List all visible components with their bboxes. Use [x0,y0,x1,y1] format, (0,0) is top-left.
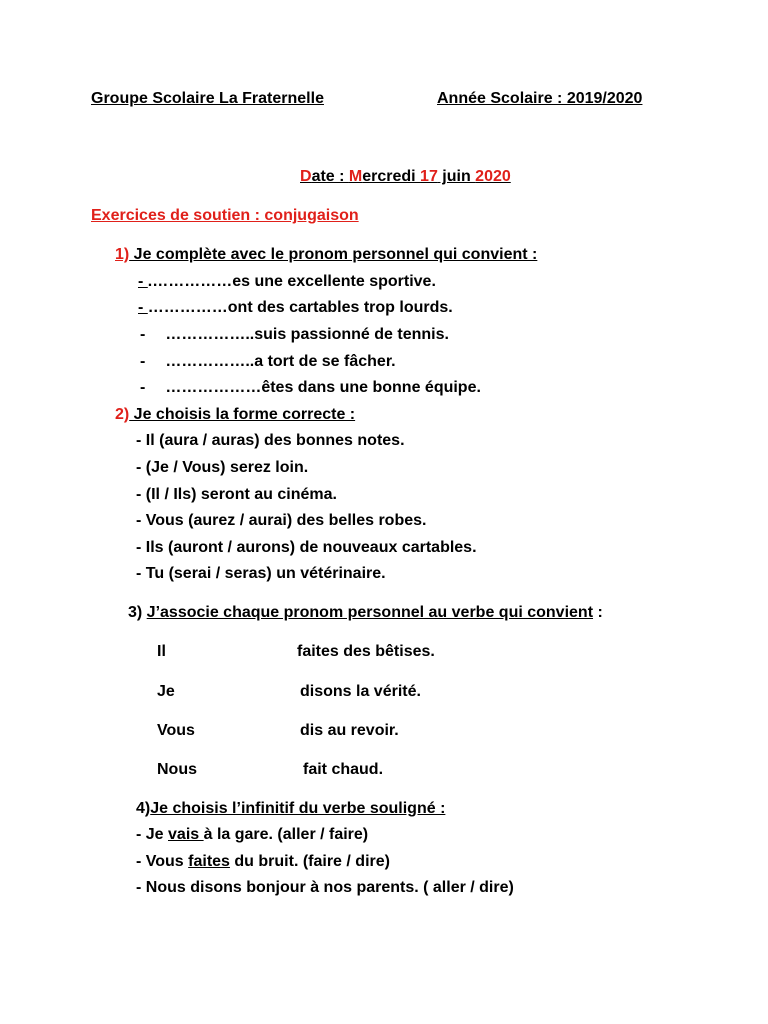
date-day: 17 [420,168,438,185]
exercise-2-item: - Ils (auront / aurons) de nouveaux cartables. [136,539,477,556]
pronoun-cell: Il [157,643,166,660]
item-blank: …………….. [165,326,255,343]
exercise-4-item [136,878,514,898]
item-text: ont des cartables trop lourds. [227,299,453,316]
verb-cell: dis au revoir. [300,722,399,739]
school-name: Groupe Scolaire La Fraternelle [91,90,324,107]
date-letter-d: D [300,168,312,185]
pronoun-cell: Je [157,683,175,700]
item-suffix: à la gare. (aller / faire) [203,826,369,843]
verb-cell: faites des bêtises. [297,643,435,660]
exercise-2-heading [115,405,355,425]
item-dash: - [140,326,146,343]
exercise-3-colon: : [593,604,603,621]
exercise-3-heading [128,603,603,623]
item-dash: - [140,353,146,370]
pronoun-cell: Vous [157,722,195,739]
item-text: suis passionné de tennis. [254,326,449,343]
underlined-verb: faites [188,853,230,870]
pronoun-cell: Nous [157,761,197,778]
date-year: 2020 [475,168,511,185]
item-blank: .…………… [147,273,233,290]
exercise-2-item: - Vous (aurez / aurai) des belles robes. [136,512,427,529]
exercise-2-item: - (Je / Vous) serez loin. [136,459,309,476]
item-text: a tort de se fâcher. [254,353,396,370]
item-text: es une excellente sportive. [232,273,436,290]
exercise-1-item [140,352,396,372]
date-weekday: ercredi [362,168,421,185]
exercise-1-number: 1) [115,246,130,263]
exercise-1-title: Je complète avec le pronom personnel qui convient : [129,246,538,263]
exercise-4-title: Je choisis l’infinitif du verbe souligné : [150,800,446,817]
item-text: êtes dans une bonne équipe. [261,379,481,396]
exercise-1-item [138,298,453,318]
item-prefix: - Nous disons bonjour à nos parents. ( aller / dire) [136,879,514,896]
item-suffix: du bruit. (faire / dire) [229,853,390,870]
exercise-4-number: 4) [136,800,151,817]
item-blank: …………….. [165,353,255,370]
exercise-2-number: 2) [115,406,130,423]
exercise-2-item: - Tu (serai / seras) un vétérinaire. [136,565,386,582]
item-blank: …………… [147,299,228,316]
item-prefix: - Vous [136,853,189,870]
item-dash: - [138,299,148,316]
date-line [300,167,511,187]
exercise-3-number: 3) [128,604,147,621]
date-letter-m: M [348,168,363,185]
item-dash: - [140,379,146,396]
exercise-4-item [136,825,368,845]
exercise-1-heading [115,245,537,265]
exercise-1-item [140,325,449,345]
exercise-1-item [140,378,481,398]
exercise-2-item: - (Il / Ils) seront au cinéma. [136,486,337,503]
date-label: ate : [311,168,349,185]
item-prefix: - Je [136,826,169,843]
exercise-4-heading [136,799,445,819]
school-year: Année Scolaire : 2019/2020 [437,90,643,107]
exercise-2-title: Je choisis la forme correcte : [129,406,356,423]
underlined-verb: vais [168,826,204,843]
exercise-2-item: - Il (aura / auras) des bonnes notes. [136,432,405,449]
exercise-3-title: J’associe chaque pronom personnel au verbe qui convient [146,604,594,621]
date-month: juin [437,168,476,185]
section-title: Exercices de soutien : conjugaison [91,207,359,224]
verb-cell: fait chaud. [303,761,384,778]
exercise-4-item [136,852,390,872]
verb-cell: disons la vérité. [300,683,421,700]
exercise-1-item [138,272,436,292]
item-blank: ……………… [165,379,262,396]
item-dash: - [138,273,148,290]
